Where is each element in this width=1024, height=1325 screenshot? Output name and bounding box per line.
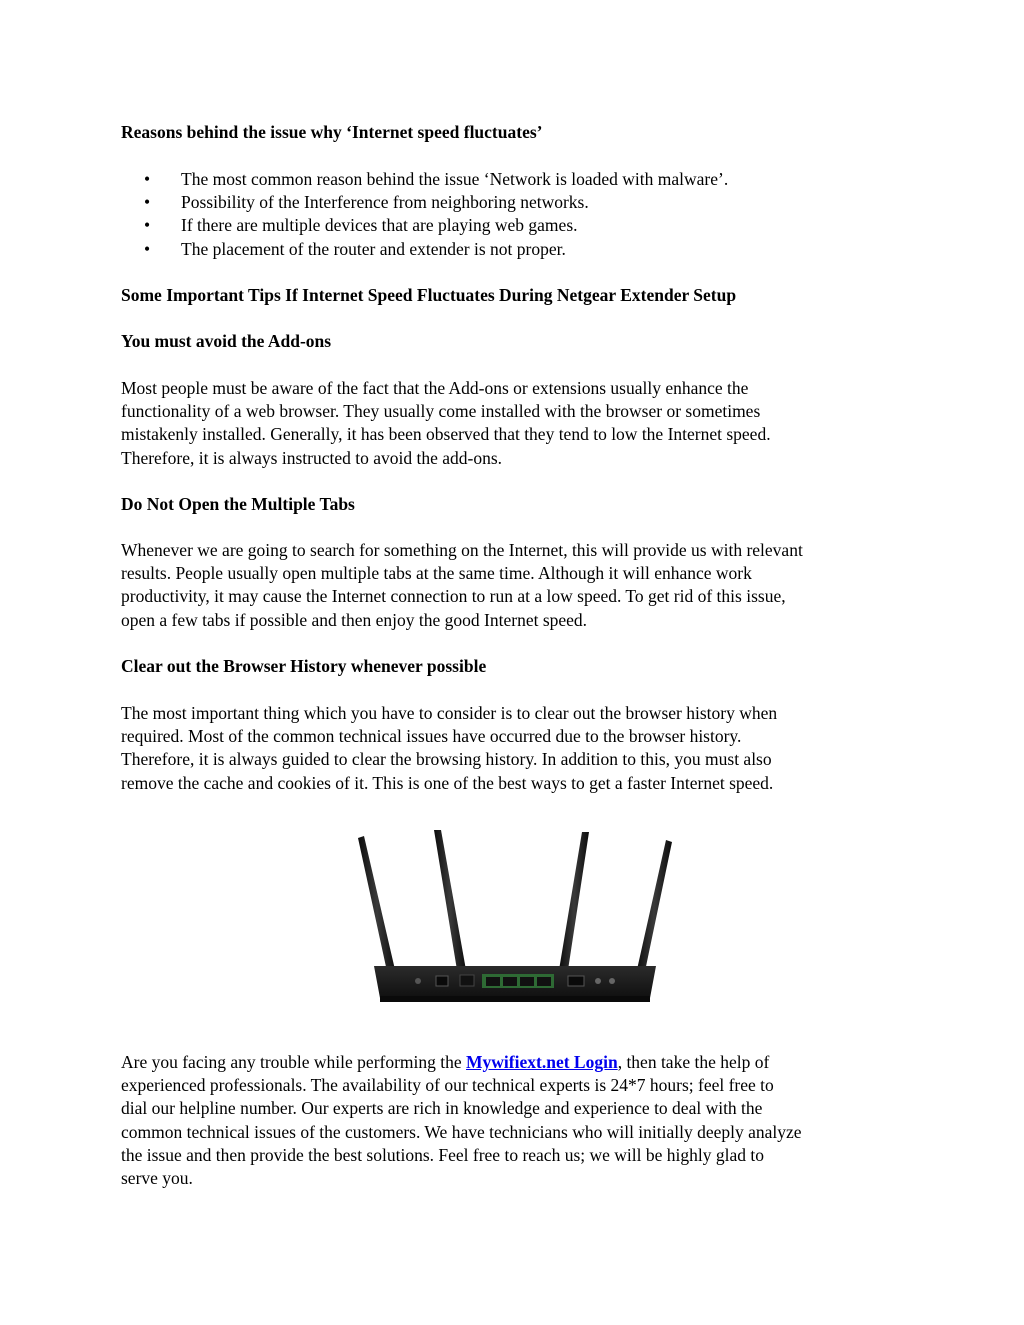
list-item-text: Possibility of the Interference from neighboring networks.	[181, 192, 589, 213]
paragraph-line	[121, 1051, 921, 1074]
paragraph-line: common technical issues of the customers. We have technicians who will initially deeply analyze	[121, 1121, 802, 1142]
section-heading-tips: Some Important Tips If Internet Speed Fluctuates During Netgear Extender Setup	[121, 285, 737, 305]
antenna-left	[358, 836, 396, 976]
paragraph-line: the issue and then provide the best solutions. Feel free to reach us; we will be highly glad to	[121, 1144, 764, 1165]
paragraph-line: mistakenly installed. Generally, it has been observed that they tend to low the Internet speed.	[121, 424, 771, 445]
paragraph-line: experienced professionals. The availability of our technical experts is 24*7 hours; feel free to	[121, 1075, 774, 1096]
antenna-mid-right	[559, 832, 589, 970]
bullet-icon: •	[144, 215, 151, 236]
closing-paragraph	[121, 1051, 921, 1190]
tip-heading-tabs: Do Not Open the Multiple Tabs	[121, 494, 355, 514]
paragraph-line: functionality of a web browser. They usually come installed with the browser or sometimes	[121, 401, 761, 422]
paragraph-line: open a few tabs if possible and then enjoy the good Internet speed.	[121, 609, 588, 630]
bullet-icon: •	[144, 238, 151, 259]
tip-paragraph-addons	[121, 377, 921, 470]
list-item-text: The placement of the router and extender is not proper.	[181, 238, 566, 259]
paragraph-line: remove the cache and cookies of it. This is one of the best ways to get a faster Internet speed.	[121, 772, 774, 793]
antenna-mid-left	[434, 830, 466, 970]
bullet-icon: •	[144, 192, 151, 213]
paragraph-line: required. Most of the common technical issues have occurred due to the browser history.	[121, 726, 742, 747]
closing-text-before-link: Are you facing any trouble while performing the	[121, 1052, 467, 1072]
bullet-icon: •	[144, 169, 151, 189]
router-icon	[350, 826, 680, 1010]
list-item-text: The most common reason behind the issue ‘Network is loaded with malware’.	[181, 169, 729, 189]
closing-text-after-link: , then take the help of	[617, 1052, 770, 1072]
paragraph-line: serve you.	[121, 1168, 193, 1189]
section-heading-reasons: Reasons behind the issue why ‘Internet speed fluctuates’	[121, 122, 543, 142]
tip-heading-addons: You must avoid the Add-ons	[121, 331, 332, 351]
paragraph-line: productivity, it may cause the Internet connection to run at a low speed. To get rid of this issue,	[121, 586, 786, 607]
paragraph-line: dial our helpline number. Our experts are rich in knowledge and experience to deal with the	[121, 1098, 763, 1119]
tip-heading-history: Clear out the Browser History whenever possible	[121, 656, 487, 676]
paragraph-line: Therefore, it is always instructed to avoid the add-ons.	[121, 447, 503, 468]
paragraph-line: The most important thing which you have to consider is to clear out the browser history when	[121, 703, 778, 723]
tip-paragraph-tabs	[121, 539, 921, 632]
tip-paragraph-history	[121, 702, 921, 795]
paragraph-line: results. People usually open multiple tabs at the same time. Although it will enhance work	[121, 563, 752, 584]
antenna-right	[636, 840, 672, 976]
paragraph-line: Most people must be aware of the fact that the Add-ons or extensions usually enhance the	[121, 378, 749, 398]
paragraph-line: Therefore, it is always guided to clear the browsing history. In addition to this, you must also	[121, 749, 772, 770]
paragraph-line: Whenever we are going to search for something on the Internet, this will provide us with relevant	[121, 540, 803, 560]
list-item-text: If there are multiple devices that are playing web games.	[181, 215, 578, 236]
mywifiext-login-link[interactable]: Mywifiext.net Login	[466, 1052, 618, 1072]
